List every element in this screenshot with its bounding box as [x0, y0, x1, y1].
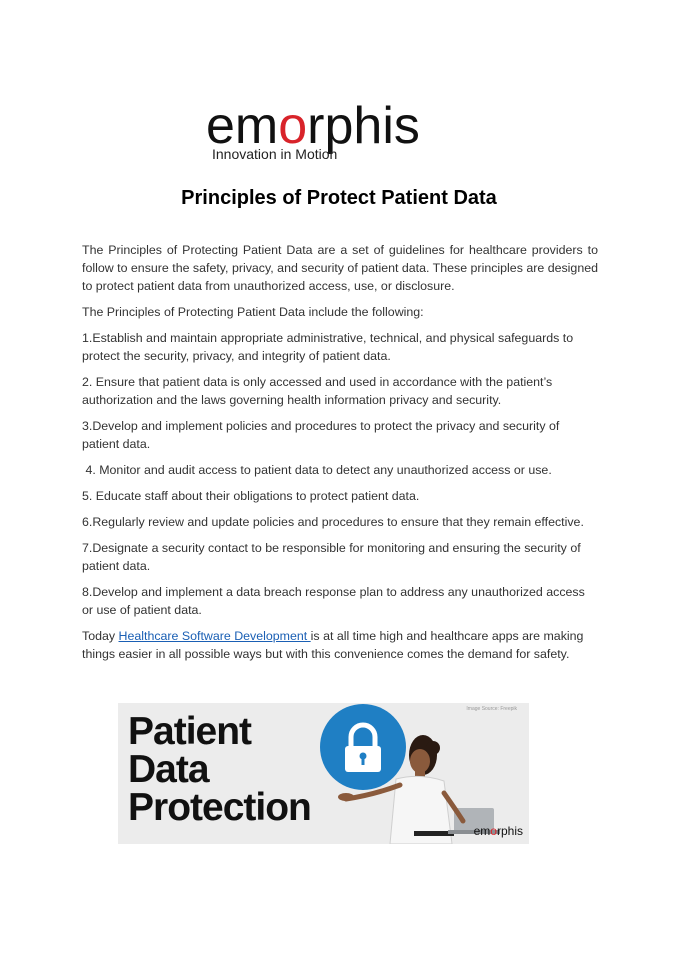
healthcare-software-development-link[interactable]: Healthcare Software Development	[118, 629, 311, 643]
principle-item: 7.Designate a security contact to be responsible for monitoring and ensuring the security of patient data.	[82, 541, 581, 573]
principle-item: 1.Establish and maintain appropriate administrative, technical, and physical safeguards to protect the security, privacy, and integrity of patient data.	[82, 331, 574, 363]
page-title: Principles of Protect Patient Data	[181, 187, 497, 209]
logo-mark: o	[278, 97, 308, 155]
logo-tagline: Innovation in Motion	[212, 146, 338, 162]
intro-paragraph: The Principles of Protecting Patient Data are a set of guidelines for healthcare providers to follow to ensure the safety, privacy, and security of patient data. These principles are designed to protect patient data from unauthorized access, use, or disclosure.	[82, 243, 598, 293]
banner-brand-logo: emorphis	[473, 824, 523, 838]
list-intro: The Principles of Protecting Patient Data include the following:	[82, 305, 424, 319]
logo-wordmark: emorphis	[206, 97, 420, 155]
image-credit: Image Source: Freepik	[466, 706, 517, 712]
principle-item: 5. Educate staff about their obligations to protect patient data.	[82, 489, 420, 503]
banner-heading: Patient Data Protection	[128, 710, 311, 829]
closing-paragraph: Today Healthcare Software Development is at all time high and healthcare apps are making things easier in all possible ways but with this convenience comes the demand for safety.	[82, 629, 584, 661]
principle-item: 4. Monitor and audit access to patient data to detect any unauthorized access or use.	[82, 463, 552, 477]
patient-data-protection-banner	[118, 703, 529, 844]
principle-item: 6.Regularly review and update policies and procedures to ensure that they remain effective.	[82, 515, 584, 529]
principle-item: 3.Develop and implement policies and procedures to protect the privacy and security of patient data.	[82, 419, 560, 451]
principle-item: 2. Ensure that patient data is only accessed and used in accordance with the patient’s authorization and the laws governing health information privacy and security.	[82, 375, 553, 407]
banner-illustration	[118, 703, 529, 844]
principle-item: 8.Develop and implement a data breach response plan to address any unauthorized access or use of patient data.	[82, 585, 585, 617]
company-logo	[206, 97, 466, 164]
document-body	[82, 241, 598, 671]
